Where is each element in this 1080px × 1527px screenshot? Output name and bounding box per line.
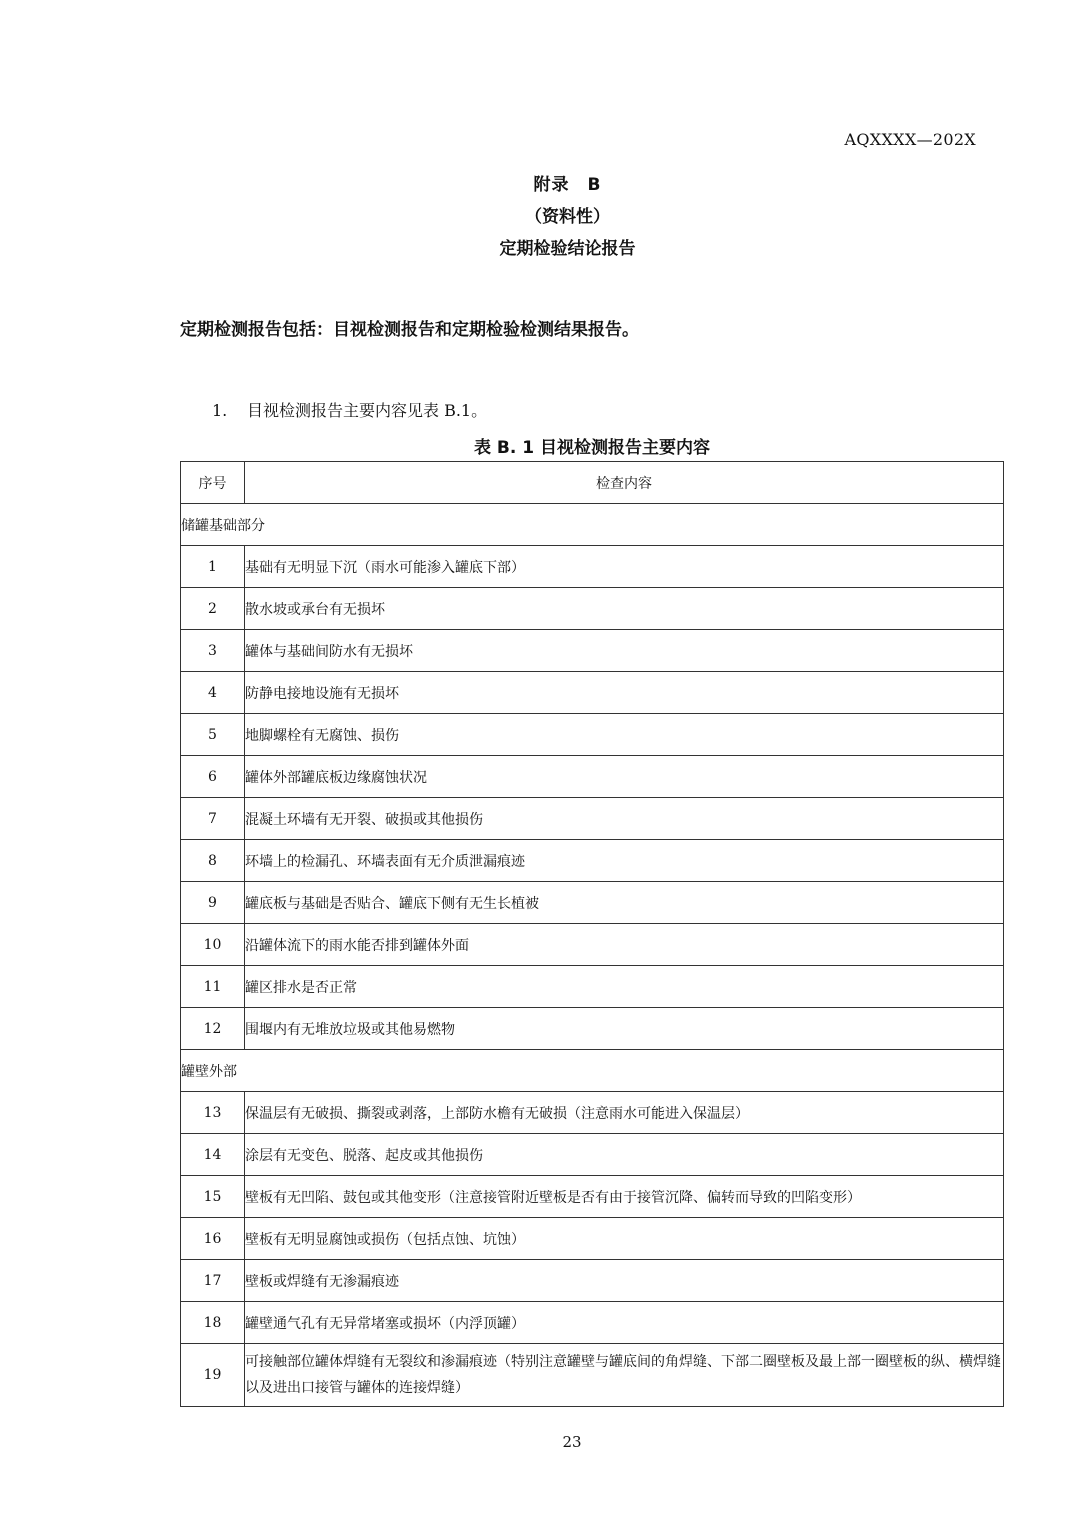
row-number: 10 (181, 924, 245, 966)
page-number: 23 (562, 1433, 582, 1451)
row-number: 14 (181, 1134, 245, 1176)
row-number: 16 (181, 1218, 245, 1260)
row-content: 基础有无明显下沉（雨水可能渗入罐底下部） (245, 546, 1004, 588)
table-row (181, 1008, 1004, 1050)
row-content: 围堰内有无堆放垃圾或其他易燃物 (245, 1008, 1004, 1050)
section-title: 罐壁外部 (181, 1050, 1004, 1092)
section-row (181, 1050, 1004, 1092)
table-row (181, 1218, 1004, 1260)
row-number: 8 (181, 840, 245, 882)
row-number: 15 (181, 1176, 245, 1218)
row-number: 1 (181, 546, 245, 588)
row-content: 散水坡或承台有无损坏 (245, 588, 1004, 630)
row-number: 4 (181, 672, 245, 714)
list-item-text: 目视检测报告主要内容见表 B.1。 (247, 401, 488, 420)
row-content: 涂层有无变色、脱落、起皮或其他损伤 (245, 1134, 1004, 1176)
row-content: 壁板或焊缝有无渗漏痕迹 (245, 1260, 1004, 1302)
table-header-row (181, 462, 1004, 504)
table-row (181, 1260, 1004, 1302)
table-row (181, 714, 1004, 756)
table-row (181, 924, 1004, 966)
table-row (181, 756, 1004, 798)
row-content: 罐底板与基础是否贴合、罐底下侧有无生长植被 (245, 882, 1004, 924)
inspection-table (180, 461, 1004, 1407)
appendix-name: 定期检验结论报告 (499, 239, 636, 259)
row-number: 7 (181, 798, 245, 840)
header-serial-number: 序号 (181, 462, 245, 504)
table-row (181, 1302, 1004, 1344)
table-row (181, 672, 1004, 714)
table-row (181, 1176, 1004, 1218)
table-row (181, 1134, 1004, 1176)
row-number: 5 (181, 714, 245, 756)
row-number: 2 (181, 588, 245, 630)
row-number: 3 (181, 630, 245, 672)
document-code: AQXXXX—202X (844, 130, 976, 149)
row-number: 9 (181, 882, 245, 924)
table-row (181, 1092, 1004, 1134)
row-content: 保温层有无破损、撕裂或剥落，上部防水檐有无破损（注意雨水可能进入保温层） (245, 1092, 1004, 1134)
row-content: 可接触部位罐体焊缝有无裂纹和渗漏痕迹（特别注意罐壁与罐底间的角焊缝、下部二圈壁板及最上部一圈壁板的纵、横焊缝以及进出口接管与罐体的连接焊缝） (245, 1344, 1004, 1407)
section-row (181, 504, 1004, 546)
list-item (212, 398, 487, 421)
row-content: 罐体与基础间防水有无损坏 (245, 630, 1004, 672)
table-row (181, 1344, 1004, 1407)
row-content: 防静电接地设施有无损坏 (245, 672, 1004, 714)
table-row (181, 966, 1004, 1008)
row-number: 17 (181, 1260, 245, 1302)
table-row (181, 630, 1004, 672)
row-number: 13 (181, 1092, 245, 1134)
table-row (181, 882, 1004, 924)
table-body (181, 504, 1004, 1407)
row-content: 罐区排水是否正常 (245, 966, 1004, 1008)
row-content: 罐壁通气孔有无异常堵塞或损坏（内浮顶罐） (245, 1302, 1004, 1344)
row-number: 19 (181, 1344, 245, 1407)
section-title: 储罐基础部分 (181, 504, 1004, 546)
row-number: 11 (181, 966, 245, 1008)
row-content: 地脚螺栓有无腐蚀、损伤 (245, 714, 1004, 756)
table-row (181, 798, 1004, 840)
row-content: 壁板有无明显腐蚀或损伤（包括点蚀、坑蚀） (245, 1218, 1004, 1260)
list-item-number: 1. (212, 401, 228, 420)
row-content: 罐体外部罐底板边缘腐蚀状况 (245, 756, 1004, 798)
table-row (181, 588, 1004, 630)
row-content: 沿罐体流下的雨水能否排到罐体外面 (245, 924, 1004, 966)
row-content: 混凝土环墙有无开裂、破损或其他损伤 (245, 798, 1004, 840)
table-row (181, 840, 1004, 882)
table-caption: 表 B. 1 目视检测报告主要内容 (474, 438, 710, 458)
row-content: 壁板有无凹陷、鼓包或其他变形（注意接管附近壁板是否有由于接管沉降、偏转而导致的凹陷变形） (245, 1176, 1004, 1218)
table-row (181, 546, 1004, 588)
row-number: 18 (181, 1302, 245, 1344)
row-content: 环墙上的检漏孔、环墙表面有无介质泄漏痕迹 (245, 840, 1004, 882)
appendix-title: 附录 B (533, 175, 602, 195)
intro-paragraph: 定期检测报告包括：目视检测报告和定期检验检测结果报告。 (180, 320, 639, 340)
header-inspection-content: 检查内容 (245, 462, 1004, 504)
row-number: 12 (181, 1008, 245, 1050)
row-number: 6 (181, 756, 245, 798)
appendix-subtitle: （资料性） (525, 207, 610, 227)
